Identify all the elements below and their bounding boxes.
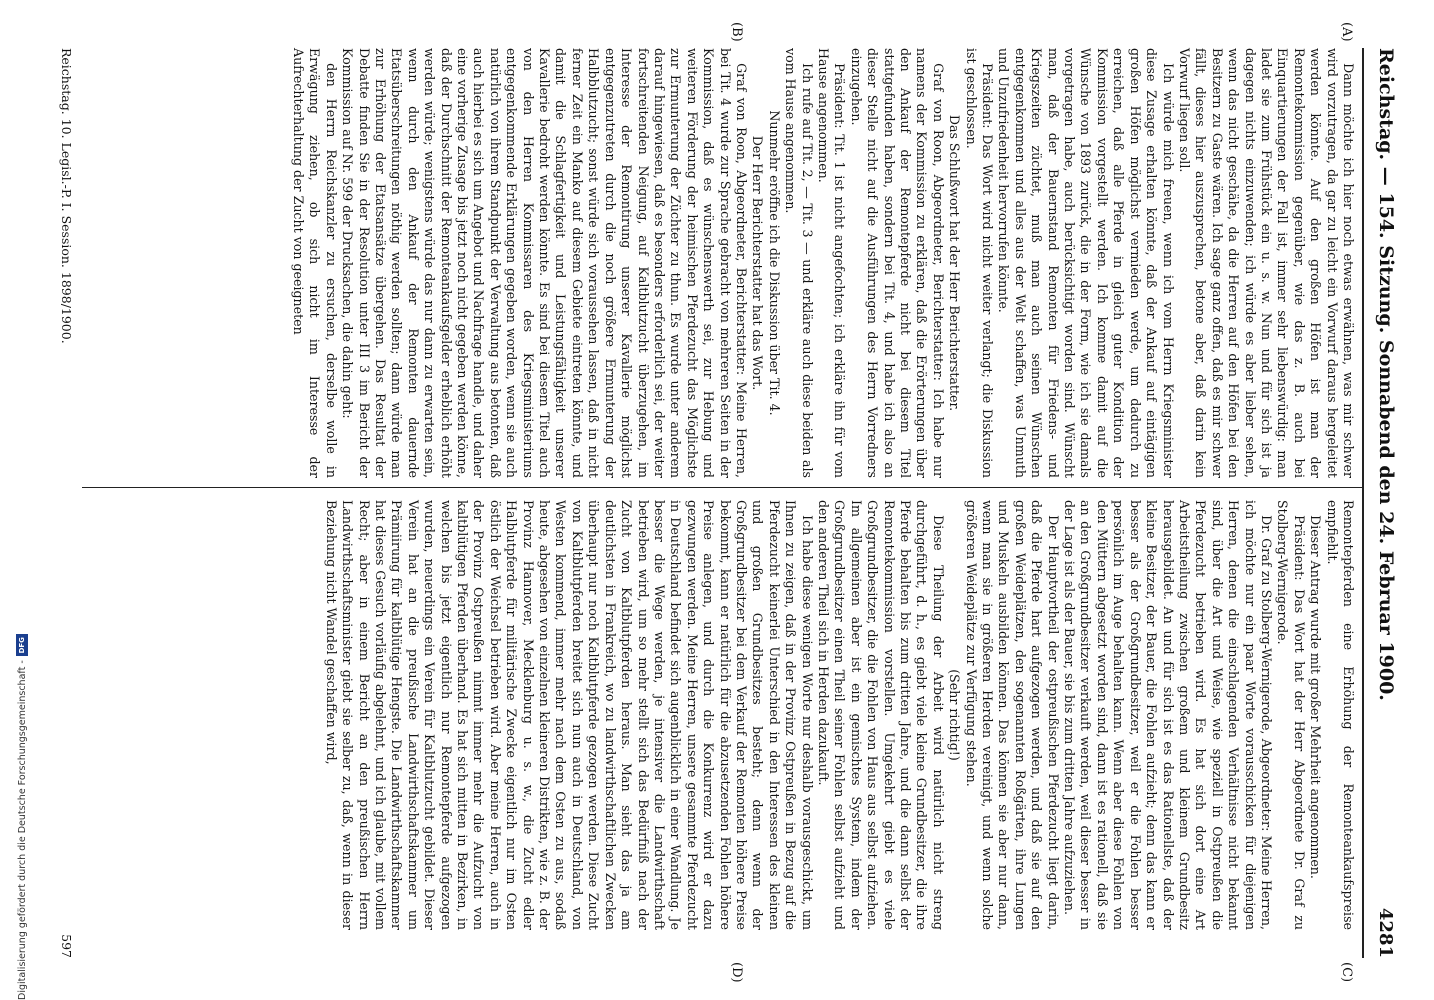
paragraph: Graf von Roon, Abgeordneter, Berichterstatter: Ich habe nur namens der Kommission zu erklären, daß die Erörterungen über den Ankauf der Remontepferde nicht bei diesem Titel stattgefunden haben, sondern bei Tit. 4, und habe ich also an dieser Stelle nicht auf die Ausführungen des Herrn Vorredners einzugehen. [848, 48, 946, 478]
paragraph: Graf von Roon, Abgeordneter, Berichterstatter: Meine Herren, bei Tit. 4 wurde zur Sprache gebracht von mehreren Seiten in der Kommission, daß es wünschenswerth sei, zur Hebung und weiteren Förderung der heimischen Pferdezucht das Möglichste zur Ermunterung der Züchter zu thun. Es wurde unter anderem darauf hingewiesen, daß es besonders erforderlich sei, der weiter fortschreitenden Neigung, auf Kaltblutzucht überzugehen, im Interesse der Remontirung unserer Kavallerie möglichst entgegenzutreten durch die noch größere Ermunterung der Halbblutzucht; sonst würde sich voraussehen lassen, daß in nicht ferner Zeit ein Manko auf diesem Gebiete eintreten könnte, und damit die Schlagfertigkeit und Leistungsfähigkeit unserer Kavallerie bedroht werden könnte. Es sind bei diesem Titel auch von den Herren Kommissaren des Kriegsministeriums entgegenkommende Erklärungen gegeben worden, wenn sie auch natürlich von ihrem Standpunkt der Verwaltung aus betonten, daß auch hierbei es sich um Angebot und Nachfrage handle, und daher eine vorherige Zusage bis jetzt noch nicht gegeben werden könne, daß der Durchschnitt der Remonteankaufsgelder erheblich erhöht werden würde; wenigstens würde das nur dann zu erwarten sein, wenn durch den Ankauf der Remonten dauernde Etatsüberschreitungen nöthig werden sollten; dann würde man zur Erhöhung der Etatsansätze übergehen. Das Resultat der Debatte finden Sie in der Resolution unter III 3 im Bericht der Kommission auf Nr. 599 der Drucksachen, die dahin geht: [340, 48, 749, 478]
paragraph: den Herrn Reichskanzler zu ersuchen, derselbe wolle in Erwägung ziehen, ob sich nicht im Interesse der Aufrechterhaltung der Zucht von geeigneten [291, 48, 339, 478]
dfg-logo-icon: DFG [16, 634, 28, 656]
page-header-title: Reichstag. — 154. Sitzung. Sonnabend den 24. Februar 1900. [1375, 48, 1397, 701]
credit-text: Digitalisierung gefördert durch die Deutsche Forschungsgemeinschaft - [16, 660, 28, 1000]
paragraph: Das Schlußwort hat der Herr Berichterstatter. [947, 114, 963, 412]
paragraph: Ich würde mich freuen, wenn ich vom Herrn Kriegsminister diese Zusage erhalten könnte, daß der Ankauf auf eintägigen großen Höfen möglichst vermieden werde, um dadurch zu erreichen, daß alle Pferde in gleich guter Kondition der Kommission vorgestellt werden. Ich komme damit auf die Wünsche von 1893 zurück, die in der Form, wie ich sie damals vorgetragen habe, auch berücksichtigt worden sind. Wünscht man, daß der Bauernstand Remonten für Friedens- und Kriegszeiten züchtet, muß man auch seinen Wünschen entgegenkommen und alles aus der Welt schaffen, was Unmuth und Unzufriedenheit hervorrufen könnte. [996, 48, 1176, 478]
column-divider [82, 487, 1362, 488]
paragraph: Ich habe diese wenigen Worte nur deshalb vorausgeschickt, um Ihnen zu zeigen, daß in der Provinz Ostpreußen in Bezug auf die Pferdezucht keinerlei Unterschied in den Interessen des kleinen und großen Grundbesitzes besteht; denn wenn der Großgrundbesitzer bei dem Verkauf der Remonten höhere Preise bekommt, kann er natürlich für die abzusetzenden Fohlen höhere Preise anlegen, und durch die Konkurrenz wird er dazu gezwungen werden. Meine Herren, unsere gesammte Pferdezucht in Deutschland befindet sich augenblicklich in einer Wandlung. Je besser die Wege werden, je intensiver die Landwirthschaft betrieben wird, um so mehr stellt sich das Bedürfniß nach der Zucht von Kaltblutpferden heraus. Man sieht das ja am deutlichsten in Frankreich, wo zu landwirthschaftlichen Zwecken überhaupt nur noch Kaltblutpferde gezogen werden. Diese Zucht von Kaltblutpferden breitet sich nun auch in Deutschland, von Westen kommend, immer mehr nach dem Osten zu aus, sodaß heute, abgesehen von einzelnen kleineren Distrikten, wie z. B. der Provinz Hannover, Mecklenburg u. s. w., die Zucht edler Halblutpferde für militärische Zwecke eigentlich nur im Osten östlich der Weichsel betrieben wird. Aber meine Herren, auch in der Provinz Ostpreußen nimmt immer mehr die Aufzucht von kaltblütigen Pferden überhand. Es hat sich mitten in Bezirken, in welchen bis jetzt eigentlich nur Remontepferde aufgezogen wurden, neuerdings ein Verein für Kaltblutzucht gebildet. Dieser Verein hat an die preußische Landwirthschaftskammer um Prämiirung für kaltblütige Hengste. Die Landwirthschaftskammer hat dieses Gesuch vorläufig abgelehnt, und ich glaube, mit vollem Recht; aber in einem Bericht an den preußischen Herrn Landwirthschaftsminister giebt sie selber zu, daß, wenn in dieser Beziehung nicht Wandel geschaffen wird, [323, 500, 815, 930]
header-rule [1362, 48, 1364, 958]
right-column [246, 500, 1356, 930]
paragraph: Präsident: Tit. 1 ist nicht angefochten; ich erkläre ihn für vom Hause angenommen. [816, 48, 848, 478]
page-footer-right [59, 500, 74, 958]
margin-mark-a: (A) [1339, 22, 1354, 42]
paragraph: Dann möchte ich hier noch etwas erwähnen, was mir schwer wird vorzutragen, da gar zu leicht ein Vorwurf daraus hergeleitet werden könnte. Auf den großen Höfen ist man der Remontekommission gegenüber, wie das z. B. auch bei Einquartierungen der Fall ist, immer sehr liebenswürdig: man ladet sie zum Frühstück ein u. s. w. Nun und für sich ist ja dagegen nichts einzuwenden; ich würde es aber lieber sehen, wenn das nicht geschähe, da die Herren auf den Höfen bei den Besitzern zu Gaste wären. Ich sage ganz offen, daß es mir schwer fällt, dieses hier auszusprechen, betone aber, daß darin kein Vorwurf liegen soll. [1176, 48, 1356, 478]
paragraph: Präsident: Das Wort hat der Herr Abgeordnete Dr. Graf zu Stolberg-Wernigerode. [1275, 500, 1307, 930]
paragraph: Remontepferden eine Erhöhung der Remonteankaufspreise empfiehlt. [1324, 500, 1356, 930]
margin-mark-b: (B) [729, 22, 744, 42]
paragraph: Präsident: Das Wort wird nicht weiter verlangt; die Diskussion ist geschlossen. [963, 48, 996, 478]
page-header [1366, 48, 1406, 958]
paragraph: (Sehr richtig!) [947, 669, 963, 761]
paragraph: Dieser Antrag wurde mit großer Mehrheit angenommen. [1308, 515, 1324, 879]
left-column [116, 48, 1356, 478]
footer-page-number: 597 [59, 934, 74, 958]
paragraph: Der Herr Berichterstatter hat das Wort. [750, 135, 766, 391]
paragraph: Der Hauptvortheil der ostpreußischen Pferdezucht liegt darin, daß die Pferde hart aufgezogen werden, und daß sie auf den großen Weideplätzen, den sogenannten Roßgärten, ihre Lungen und Muskeln ausbilden können. Das können sie aber nur dann, wenn man sie in größeren Herden vereinigt, und wenn solche größeren Weideplätze zur Verfügung stehen. [963, 500, 1061, 930]
paragraph: Dr. Graf zu Stolberg-Wernigerode, Abgeordneter: Meine Herren, ich möchte nur ein paar Worte vorausschicken für diejenigen Herren, denen die einschlagenden Verhältnisse nicht bekannt sind, über die Art und Weise, wie speziell in Ostpreußen die Pferdezucht betrieben wird. Es hat sich dort eine Art Arbeitstheilung zwischen großem und kleinem Grundbesitz herausgebildet. An und für sich ist es das Rationellste, daß der kleine Besitzer, der Bauer, die Fohlen aufzieht; denn das kann er besser als der Großgrundbesitzer, weil er die Fohlen besser persönlich im Auge behalten kann. Wenn aber diese Fohlen von den Müttern abgesetzt worden sind, dann ist es rationell, daß sie an den Großgrundbesitzer verkauft werden, weil dieser besser in der Lage ist als der Bauer, sie bis zum dritten Jahre aufzuziehen. [1062, 500, 1274, 930]
paragraph: Diese Theilung der Arbeit wird natürlich nicht streng durchgeführt, d. h., es giebt viele kleine Grundbesitzer, die ihre Pferde behalten bis zum dritten Jahre, und die dann selbst der Remontekommission vorstellen. Umgekehrt giebt es viele Großgrundbesitzer, die die Fohlen von Haus aus selbst aufziehen. Im allgemeinen aber ist ein gemischtes System, indem der Großgrundbesitzer einen Theil seiner Fohlen selbst aufzieht und den anderen Theil sich in Herden dazukauft. [816, 500, 946, 930]
page-footer-left [59, 48, 74, 478]
paragraph: Nunmehr eröffne ich die Diskussion über Tit. 4. [766, 110, 782, 416]
paragraph: Ich rufe auf Tit. 2, — Tit. 3 — und erkläre auch diese beiden als vom Hause angenommen. [783, 48, 815, 478]
margin-mark-d: (D) [729, 962, 744, 983]
digitization-credit [14, 0, 30, 1000]
margin-mark-c: (C) [1339, 962, 1354, 983]
footer-session-info: Reichstag. 10. Legisl.-P. I. Session. 1898/1900. [59, 48, 74, 344]
page-number: 4281 [1375, 907, 1397, 958]
